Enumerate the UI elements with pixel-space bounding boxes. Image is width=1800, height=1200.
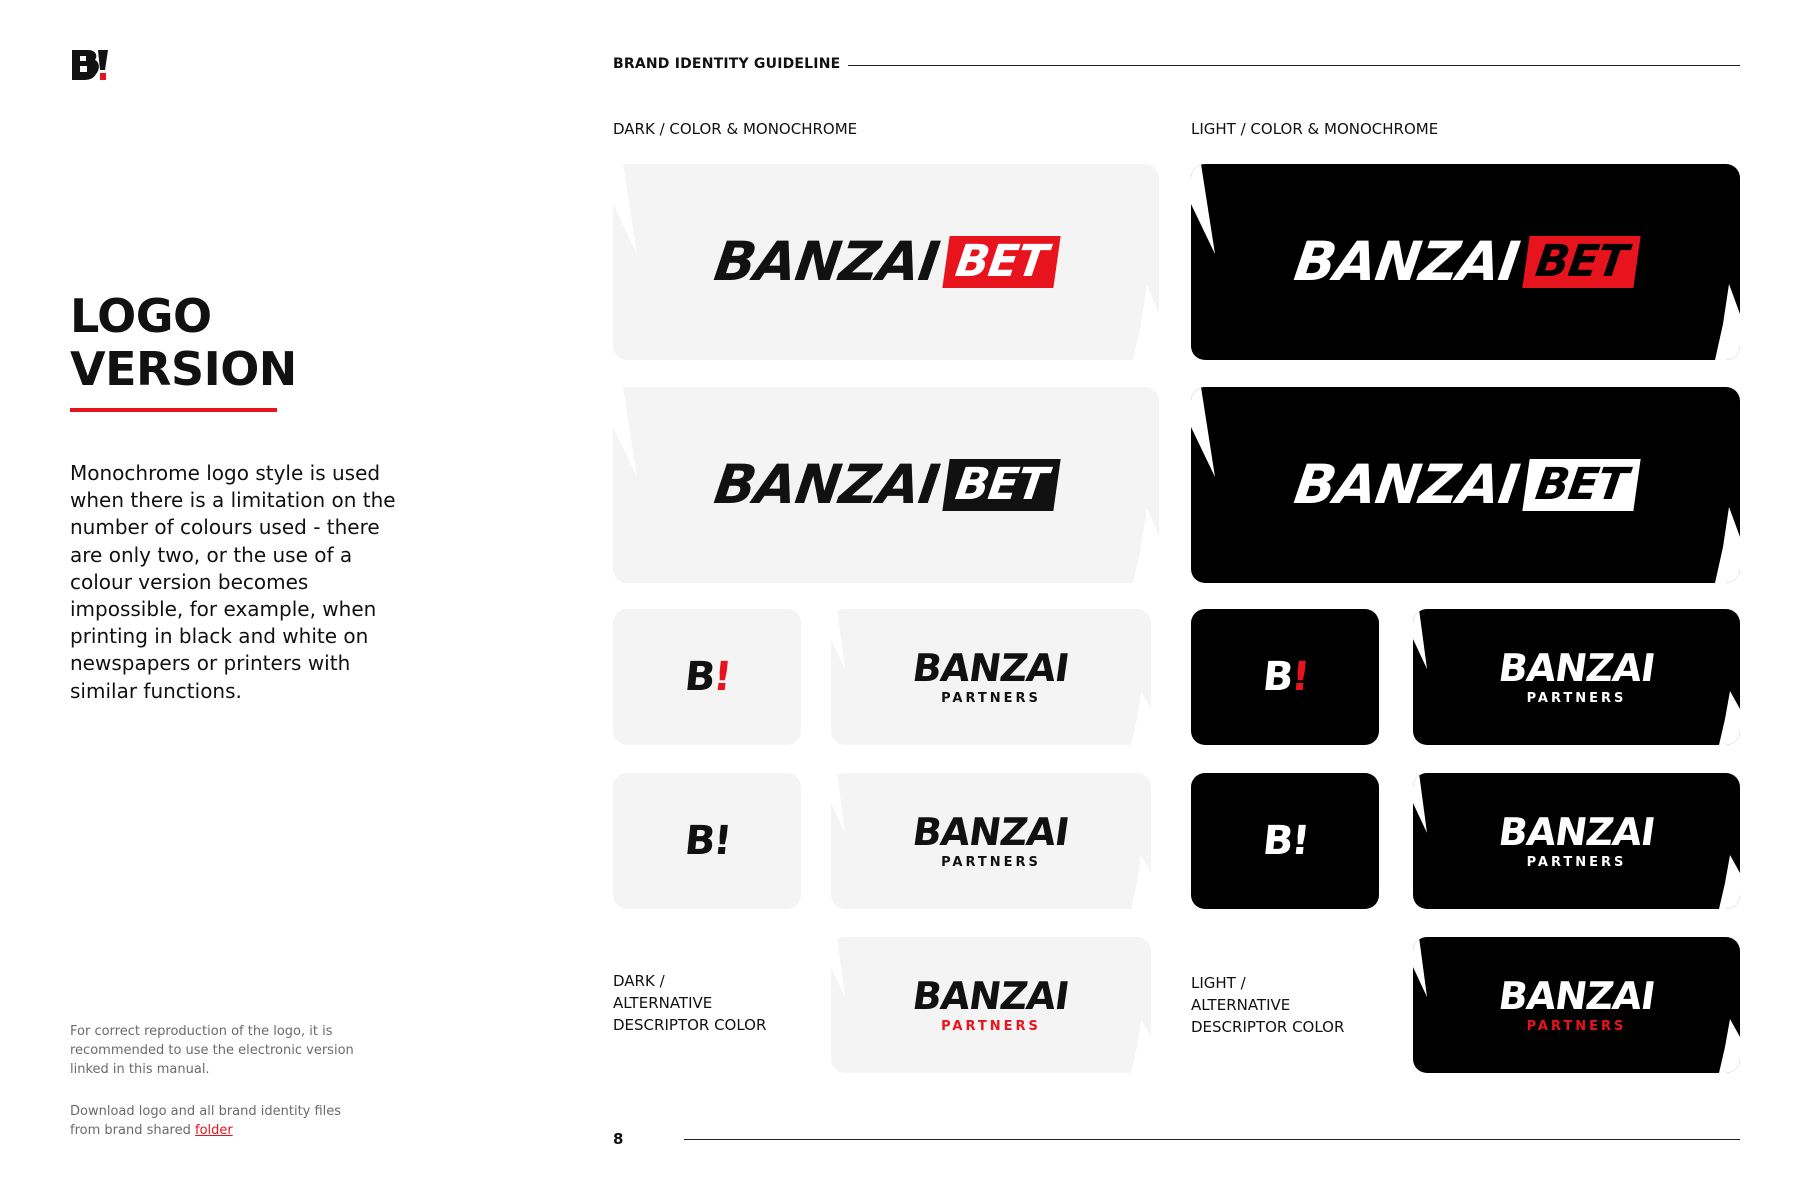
banzai-bet-logo-color <box>1290 230 1637 293</box>
section-header-label: BRAND IDENTITY GUIDELINE <box>613 56 841 72</box>
title-underline <box>70 408 277 412</box>
banzai-partners-logo <box>1495 645 1658 706</box>
partners-descriptor: PARTNERS <box>1526 1018 1627 1034</box>
dark-column-label: DARK / COLOR & MONOCHROME <box>613 120 858 138</box>
banzai-wordmark: BANZAI <box>1495 973 1658 1018</box>
bet-wordmark: BET <box>943 459 1061 511</box>
banzai-wordmark: BANZAI <box>710 230 943 293</box>
reproduction-footnote: For correct reproduction of the logo, it is recommended to use the electronic version linked in this manual. <box>70 1024 354 1077</box>
b-mark-card-light-color <box>1191 609 1379 745</box>
banzai-wordmark: BANZAI <box>910 645 1072 690</box>
banzai-wordmark: BANZAI <box>1290 230 1523 293</box>
logo-card-light-color <box>1191 164 1740 360</box>
b-mark-logo: B! <box>1260 818 1310 864</box>
partners-card-dark-color <box>831 609 1151 745</box>
partners-descriptor: PARTNERS <box>1526 854 1627 870</box>
footer-divider <box>684 1139 1740 1140</box>
partners-descriptor: PARTNERS <box>941 1018 1041 1034</box>
partners-card-light-mono <box>1413 773 1740 909</box>
banzai-partners-logo <box>910 645 1072 706</box>
logo-card-dark-mono <box>613 387 1159 583</box>
description-paragraph: Monochrome logo style is used when there is a limitation on the number of colours used - there are only two, or the use of a colour version becomes impossible, for example, when printing in black and white on newspapers or printers with similar functions. <box>70 461 396 703</box>
logo-card-light-mono <box>1191 387 1740 583</box>
dark-alt-line3: DESCRIPTOR COLOR <box>613 1016 767 1034</box>
page-title-line1: LOGO <box>70 289 212 343</box>
b-mark-card-dark-color <box>613 609 801 745</box>
b-mark-logo: B! <box>682 818 732 864</box>
banzai-bet-logo-mono <box>1290 453 1637 516</box>
banzai-wordmark: BANZAI <box>1290 453 1523 516</box>
page-title <box>70 290 297 396</box>
banzai-wordmark: BANZAI <box>910 973 1072 1018</box>
b-mark-logo: B! <box>1260 654 1310 700</box>
light-alt-line2: ALTERNATIVE <box>1191 996 1291 1014</box>
banzai-partners-logo <box>1495 973 1658 1034</box>
folder-link[interactable]: folder <box>195 1123 233 1138</box>
page-title-line2: VERSION <box>70 342 297 396</box>
banzai-partners-logo <box>910 809 1072 870</box>
bet-wordmark: BET <box>1522 236 1640 288</box>
logo-card-dark-color <box>613 164 1159 360</box>
brand-mark-logo <box>70 48 110 84</box>
banzai-wordmark: BANZAI <box>910 809 1072 854</box>
banzai-bet-logo-mono <box>710 453 1057 516</box>
b-mark-card-dark-mono <box>613 773 801 909</box>
banzai-wordmark: BANZAI <box>710 453 943 516</box>
banzai-partners-logo <box>1495 809 1658 870</box>
light-column-label: LIGHT / COLOR & MONOCHROME <box>1191 120 1439 138</box>
dark-alt-line2: ALTERNATIVE <box>613 994 713 1012</box>
light-alt-line1: LIGHT / <box>1191 974 1246 992</box>
light-alt-line3: DESCRIPTOR COLOR <box>1191 1018 1345 1036</box>
banzai-bet-logo-color <box>710 230 1057 293</box>
b-mark-card-light-mono <box>1191 773 1379 909</box>
page-number: 8 <box>613 1130 624 1148</box>
light-alt-descriptor-label <box>1191 972 1344 1038</box>
download-text: Download logo and all brand identity files from brand shared <box>70 1104 342 1138</box>
partners-descriptor: PARTNERS <box>941 690 1041 706</box>
banzai-wordmark: BANZAI <box>1495 809 1658 854</box>
dark-alt-descriptor-label <box>613 970 766 1036</box>
partners-card-light-alt <box>1413 937 1740 1073</box>
partners-descriptor: PARTNERS <box>1526 690 1627 706</box>
dark-alt-line1: DARK / <box>613 972 665 990</box>
banzai-partners-logo <box>910 973 1072 1034</box>
header-divider <box>848 65 1740 66</box>
partners-card-light-color <box>1413 609 1740 745</box>
download-footnote <box>70 1102 370 1140</box>
bet-wordmark: BET <box>943 236 1061 288</box>
b-mark-logo: B! <box>682 654 732 700</box>
partners-descriptor: PARTNERS <box>941 854 1041 870</box>
bet-wordmark: BET <box>1522 459 1640 511</box>
partners-card-dark-alt <box>831 937 1151 1073</box>
partners-card-dark-mono <box>831 773 1151 909</box>
banzai-wordmark: BANZAI <box>1495 645 1658 690</box>
